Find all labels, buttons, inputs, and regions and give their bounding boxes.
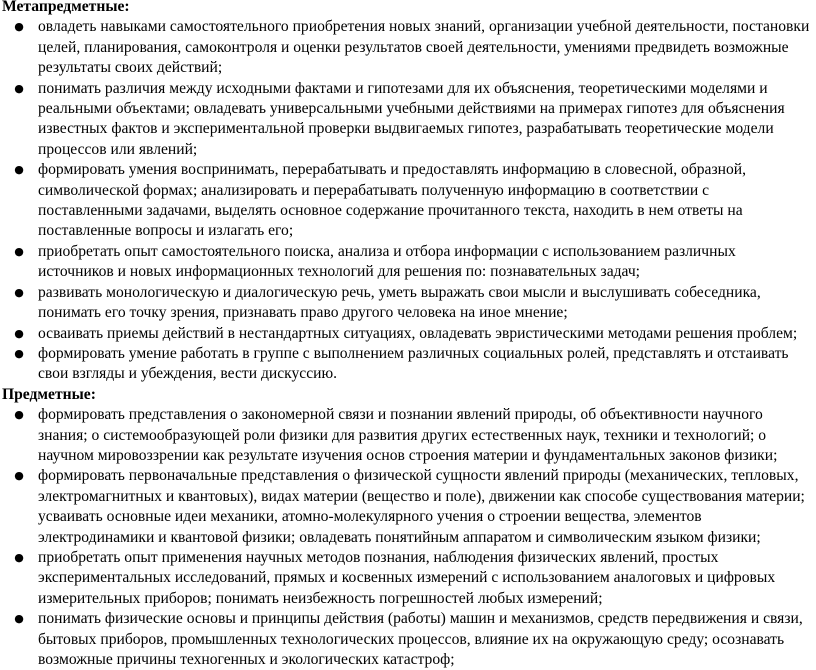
meta-list <box>0 17 810 384</box>
bullet-icon: ● <box>14 346 24 360</box>
bullet-icon: ● <box>14 550 24 564</box>
list-item-text: формировать представления о закономерной связи и познании явлений природы, об объективности научного знания; о системообразующей роли физики для развития других естественных наук, техники и технологий; о научном мировоззрении как результате изучения основ строения материи и фундаментальных законов физики; <box>38 406 778 464</box>
list-item <box>0 283 810 324</box>
list-item <box>0 242 810 283</box>
subject-list <box>0 405 810 670</box>
list-item <box>0 405 810 466</box>
list-item-text: приобретать опыт применения научных методов познания, наблюдения физических явлений, простых экспериментальных исследований, прямых и косвенных измерений с использованием аналоговых и цифровых измерительных приборов; понимать неизбежность погрешностей любых измерений; <box>38 548 776 607</box>
list-item-text: овладеть навыками самостоятельного приобретения новых знаний, организации учебной деятельности, постановки целей, планирования, самоконтроля и оценки результатов своей деятельности, умениями предвидеть возможные результаты своих действий; <box>38 18 810 77</box>
list-item <box>0 344 810 385</box>
bullet-icon: ● <box>14 244 24 258</box>
subject-heading: Предметные: <box>2 385 96 403</box>
list-item-text: осваивать приемы действий в нестандартных ситуациях, овладевать эвристическими методами решения проблем; <box>38 324 798 342</box>
bullet-icon: ● <box>14 469 24 483</box>
bullet-icon: ● <box>14 612 24 626</box>
list-item-text: понимать физические основы и принципы действия (работы) машин и механизмов, средств передвижения и связи, бытовых приборов, промышленных технологических процессов, влияние их на окружающую среду; осознавать возможные причины техногенных и экологических катастроф; <box>38 610 803 668</box>
list-item <box>0 466 810 548</box>
bullet-icon: ● <box>14 326 24 340</box>
list-item <box>0 548 810 609</box>
bullet-icon: ● <box>14 285 24 299</box>
bullet-icon: ● <box>14 163 24 177</box>
list-item-text: формировать умение работать в группе с выполнением различных социальных ролей, представлять и отстаивать свои взгляды и убеждения, вести дискуссию. <box>38 344 789 383</box>
list-item-text: приобретать опыт самостоятельного поиска, анализа и отбора информации с использованием различных источников и новых информационных технологий для решения по: познавательных задач; <box>38 242 736 281</box>
list-item-text: развивать монологическую и диалогическую речь, уметь выражать свои мысли и выслушивать собеседника, понимать его точку зрения, признавать право другого человека на иное мнение; <box>38 283 761 322</box>
meta-heading: Метапредметные: <box>2 0 130 15</box>
bullet-icon: ● <box>14 81 24 95</box>
list-item-text: формировать первоначальные представления о физической сущности явлений природы (механических, тепловых, электромагнитных и квантовых), видах материи (вещество и поле), движении как способе существования материи; усваивать основные идеи механики, атомно-молекулярного учения о строении вещества, элементов электродинамики и квантовой физики; овладевать понятийным аппаратом и символическим языком физики; <box>38 467 805 546</box>
list-item-text: формировать умения воспринимать, перерабатывать и предоставлять информацию в словесной, образной, символической формах; анализировать и перерабатывать полученную информацию в соответствии с поставленными задачами, выделять основное содержание прочитанного текста, находить в нем ответы на поставленные вопросы и излагать его; <box>38 161 747 240</box>
list-item <box>0 324 810 344</box>
list-item <box>0 160 810 242</box>
list-item-text: понимать различия между исходными фактами и гипотезами для их объяснения, теоретическими моделями и реальными объектами; овладевать универсальными учебными действиями на примерах гипотез для объяснения известных фактов и экспериментальной проверки выдвигаемых гипотез, разрабатывать теоретические модели процессов или явлений; <box>38 79 785 158</box>
bullet-icon: ● <box>14 20 24 34</box>
list-item <box>0 609 810 670</box>
list-item <box>0 17 810 78</box>
bullet-icon: ● <box>14 408 24 422</box>
list-item <box>0 79 810 161</box>
